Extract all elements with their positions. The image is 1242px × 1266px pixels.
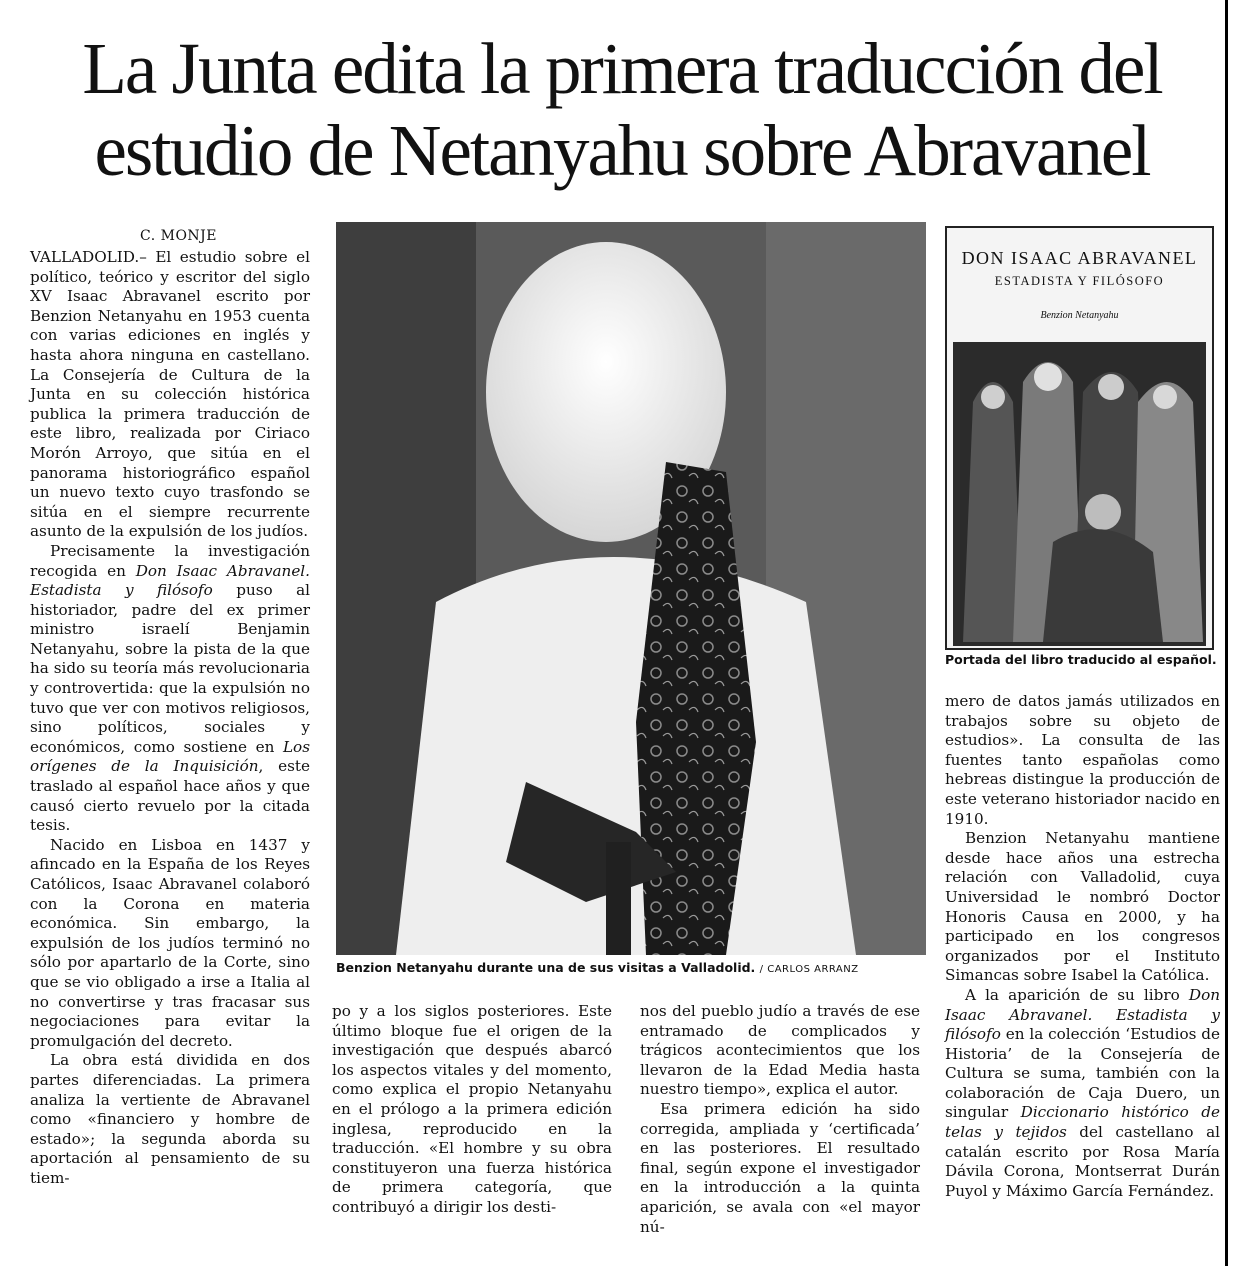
book-cover-caption: Portada del libro traducido al español. <box>945 652 1217 667</box>
headline-line-2: estudio de Netanyahu sobre Abravanel <box>94 110 1150 191</box>
book-cover-title: DON ISAAC ABRAVANEL <box>961 248 1198 268</box>
photo-caption <box>336 960 936 975</box>
paragraph: po y a los siglos posteriores. Este último bloque fue el origen de la investigación que después abarcó los aspectos vitales y del momento, como explica el propio Netanyahu en el prólogo a la primera edición inglesa, reproducido en la traducción. «El hombre y su obra constituyeron una fuerza histórica de primera categoría, que contribuyó a dirigir los desti- <box>332 1002 612 1216</box>
paragraph: Nacido en Lisboa en 1437 y afincado en la España de los Reyes Católicos, Isaac Abravanel colaboró con la Corona en materia económica. Sin embargo, la expulsión de los judíos terminó no sólo por apartarlo de la Corte, sino que se vio obligado a irse a Italia al no convertirse y tras fracasar sus negociaciones para evitar la promulgación del decreto. <box>30 835 310 1050</box>
headline <box>22 28 1222 192</box>
paragraph: Precisamente la investigación recogida en Don Isaac Abravanel. Estadista y filósofo puso al historiador, padre del ex primer ministro israelí Benjamin Netanyahu, sobre la pista de la que ha sido su teoría más revolucionaria y controvertida: que la expulsión no tuvo que ver con motivos religiosos, sino políticos, sociales y económicos, como sostiene en Los orígenes de la Inquisición, este traslado al español hace años y que causó cierto revuelo por la citada tesis. <box>30 541 310 835</box>
photo-credit: / CARLOS ARRANZ <box>759 964 859 975</box>
paragraph: mero de datos jamás utilizados en trabajos sobre su objeto de estudios». La consulta de las fuentes tanto españolas como hebreas distingue la producción de este veterano historiador nacido en 1910. <box>945 692 1220 828</box>
book-cover-subtitle: ESTADISTA Y FILÓSOFO <box>994 274 1165 288</box>
book-cover-painting <box>953 342 1206 646</box>
paragraph: La obra está dividida en dos partes diferenciadas. La primera analiza la vertiente de Abravanel como «financiero y hombre de estado»; la segunda aborda su aportación al pensamiento de su tiem- <box>30 1051 310 1187</box>
article-column-3 <box>640 1002 920 1237</box>
paragraph: nos del pueblo judío a través de ese entramado de complicados y trágicos acontecimientos que los llevaron de la Edad Media hasta nuestro tiempo», explica el autor. <box>640 1002 920 1099</box>
article-column-2 <box>332 1002 612 1218</box>
book-cover <box>945 226 1214 650</box>
byline: C. MONJE <box>140 228 218 244</box>
paragraph: Benzion Netanyahu mantiene desde hace años una estrecha relación con Valladolid, cuya Universidad le nombró Doctor Honoris Causa en 2000, y ha participado en los congresos organizados por el Instituto Simancas sobre Isabel la Católica. <box>945 829 1220 985</box>
page-edge-rule <box>1225 0 1228 1266</box>
paragraph: A la aparición de su libro Don Isaac Abravanel. Estadista y filósofo en la colección ‘Estudios de Historia’ de la Consejería de Cultura se suma, también con la colaboración de Caja Duero, un singular Diccionario histórico de telas y tejidos del castellano al catalán escrito por Rosa María Dávila Corona, Montserrat Durán Puyol y Máximo García Fernández. <box>945 985 1220 1200</box>
portrait-photo-image <box>336 222 926 955</box>
book-cover-author: Benzion Netanyahu <box>1040 310 1119 321</box>
paragraph: Esa primera edición ha sido corregida, ampliada y ‘certificada’ en las posteriores. El resultado final, según expone el investigador en la introducción a la quinta aparición, se avala con «el mayor nú- <box>640 1099 920 1236</box>
portrait-photo <box>336 222 926 955</box>
headline-line-1: La Junta edita la primera traducción del <box>82 28 1162 109</box>
photo-caption-text: Benzion Netanyahu durante una de sus visitas a Valladolid. <box>336 960 756 975</box>
paragraph: VALLADOLID.– El estudio sobre el político, teórico y escritor del siglo XV Isaac Abravanel escrito por Benzion Netanyahu en 1953 cuenta con varias ediciones en inglés y hasta ahora ninguna en castellano. La Consejería de Cultura de la Junta en su colección histórica publica la primera traducción de este libro, realizada por Ciriaco Morón Arroyo, que sitúa en el panorama historiográfico español un nuevo texto cuyo trasfondo se sitúa en el siempre recurrente asunto de la expulsión de los judíos. <box>30 248 310 541</box>
article-column-1 <box>30 248 310 1189</box>
article-column-4 <box>945 692 1220 1201</box>
